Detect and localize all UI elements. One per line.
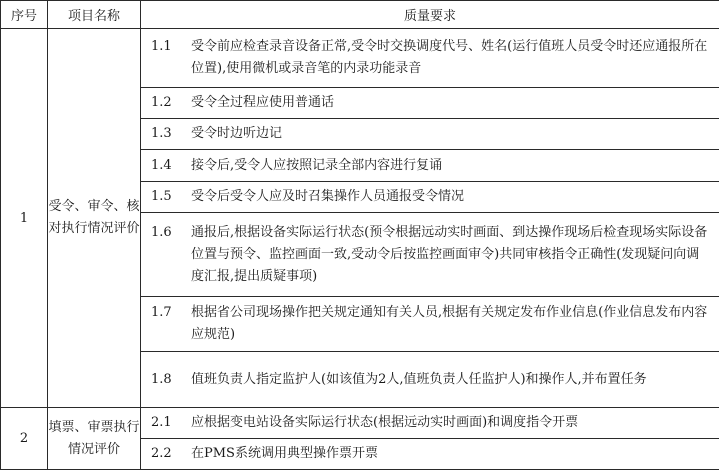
section-seq: 2 [1, 408, 48, 470]
section-name: 受令、审令、核对执行情况评价 [48, 29, 141, 408]
requirement-number: 1.6 [151, 224, 172, 240]
table-row [1, 29, 719, 88]
section-seq: 1 [1, 29, 48, 408]
table-header-row [1, 1, 719, 29]
requirement-number: 1.3 [151, 126, 172, 141]
requirement-number: 1.4 [151, 157, 172, 173]
requirement-cell [141, 29, 719, 88]
requirement-cell [141, 213, 719, 297]
requirement-text: 接令后,受令人应按照记录全部内容进行复诵 [191, 157, 443, 173]
requirement-text: 根据省公司现场操作把关规定通知有关人员,根据有关规定发布作业信息(作业信息发布内容应规范) [191, 305, 708, 342]
requirement-number: 1.8 [151, 371, 172, 387]
requirement-text: 受令时边听边记 [191, 126, 283, 141]
requirement-number: 2.2 [151, 446, 172, 461]
requirement-cell [141, 119, 719, 150]
requirement-cell [141, 297, 719, 352]
requirement-text: 应根据变电站设备实际运行状态(根据远动实时画面)和调度指令开票 [191, 415, 579, 430]
requirement-number: 1.1 [151, 39, 172, 54]
requirement-text: 通报后,根据设备实际运行状态(预令根据远动实时画面、到达操作现场后检查现场实际设备位置与预令、监控画面一致,受动令后按监控画面审令)共同审核指令正确性(发现疑问向调度汇报,提出质疑事项) [191, 224, 708, 284]
requirement-cell [141, 408, 719, 439]
requirement-cell [141, 150, 719, 182]
requirement-cell [141, 88, 719, 119]
requirement-text: 受令后受令人应及时召集操作人员通报受令情况 [191, 189, 465, 204]
header-requirement: 质量要求 [141, 1, 719, 29]
requirement-cell [141, 439, 719, 470]
requirement-number: 1.5 [151, 189, 172, 204]
requirement-cell [141, 352, 719, 408]
requirement-number: 1.2 [151, 95, 172, 110]
section-name: 填票、审票执行情况评价 [48, 408, 141, 470]
requirement-number: 2.1 [151, 415, 172, 430]
requirement-text: 受令全过程应使用普通话 [191, 95, 335, 110]
requirement-text: 在PMS系统调用典型操作票开票 [191, 446, 378, 461]
requirement-number: 1.7 [151, 305, 172, 320]
requirement-text: 值班负责人指定监护人(如该值为2人,值班负责人任监护人)和操作人,并布置任务 [191, 371, 647, 387]
requirement-cell [141, 182, 719, 213]
header-seq: 序号 [1, 1, 48, 29]
requirement-text: 受令前应检查录音设备正常,受令时交换调度代号、姓名(运行值班人员受令时还应通报所在位置),使用微机或录音笔的内录功能录音 [191, 39, 708, 76]
header-name: 项目名称 [48, 1, 141, 29]
table-row [1, 408, 719, 439]
